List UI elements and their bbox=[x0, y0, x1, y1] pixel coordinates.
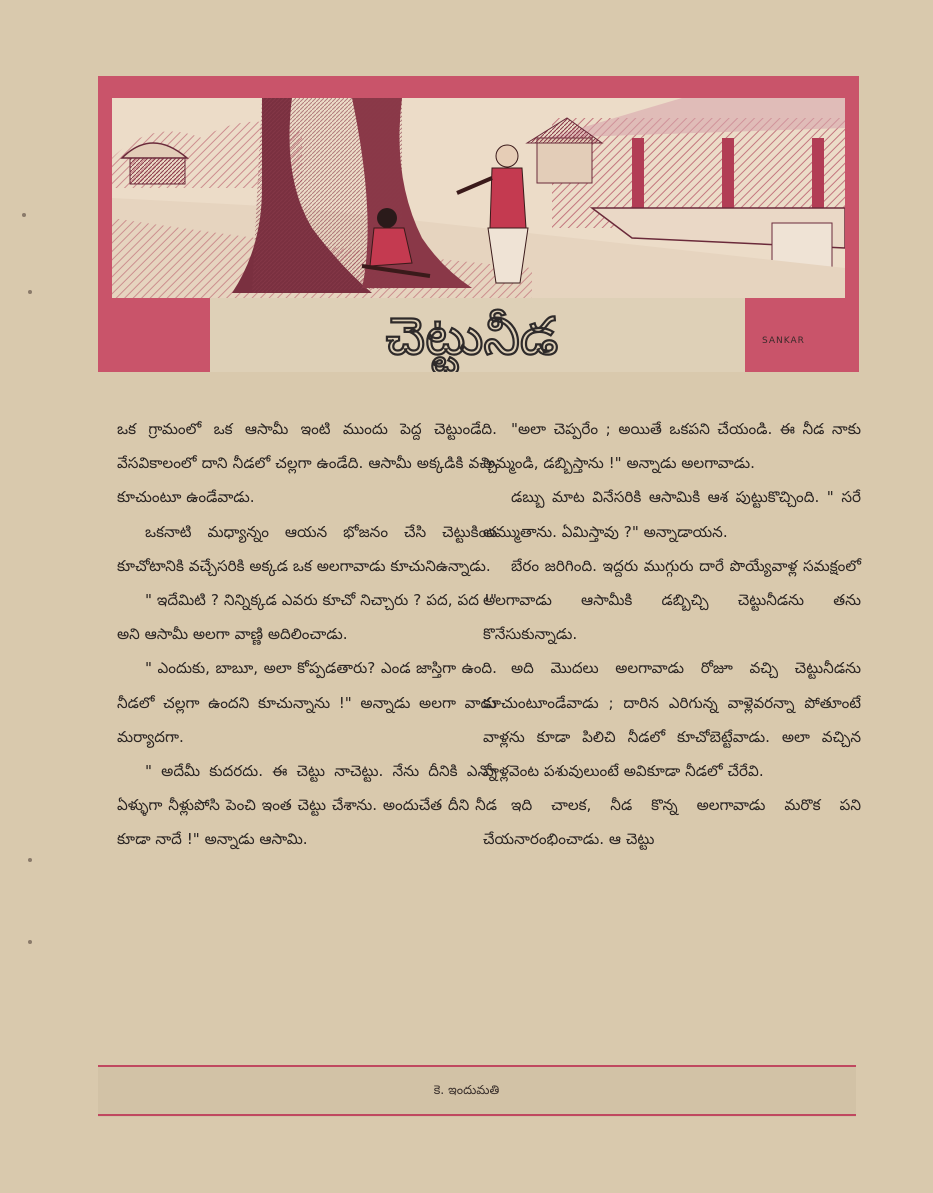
story-paragraph: " అదేమీ కుదరదు. ఈ చెట్టు నాచెట్టు. నేను దీనికి ఎన్నో ఏళ్ళుగా నీళ్లుపోసి పెంచి ఇంత చెట్టు చేశాను. అందుచేత దీని నీడ కూడా నాదే !" అన్నాడు ఆసామి. bbox=[117, 762, 497, 849]
binding-hole bbox=[28, 858, 32, 862]
story-title-lettering bbox=[210, 298, 745, 372]
story-paragraph: " ఎందుకు, బాబూ, అలా కోప్పడతారు? ఎండ జాస్తిగా ఉంది. నీడలో చల్లగా ఉందని కూచున్నాను !" అన్నాడు అలగా వాడు మర్యాదగా. bbox=[117, 659, 497, 746]
footer-rule-bottom bbox=[98, 1114, 856, 1116]
story-paragraph: ఇది చాలక, నీడ కొన్న అలగావాడు మరొక పని చేయనారంభించాడు. ఆ చెట్టు bbox=[483, 796, 861, 849]
story-paragraph: "అలా చెప్పరేం ; అయితే ఒకపని చేయండి. ఈ నీడ నాకు అమ్మండి, డబ్బిస్తాను !" అన్నాడు అలగావాడు. bbox=[483, 420, 861, 473]
right-text-column bbox=[483, 412, 861, 857]
story-title: చెట్టునీడ bbox=[385, 307, 559, 367]
story-paragraph: ఒక గ్రామంలో ఒక ఆసామీ ఇంటి ముందు పెద్ద చెట్టుండేది. వేసవికాలంలో దాని నీడలో చల్లగా ఉండేది. ఆసామీ అక్కడికి వచ్చి కూచుంటూ ఉండేవాడు. bbox=[117, 420, 497, 507]
village-scene-drawing bbox=[112, 98, 845, 298]
story-paragraph: ఒకనాటి మధ్యాన్నం ఆయన భోజనం చేసి చెట్టుకింద కూచోటానికి వచ్చేసరికి అక్కడ ఒక అలగావాడు కూచునిఉన్నాడు. bbox=[117, 522, 497, 575]
binding-hole bbox=[28, 290, 32, 294]
story-paragraph: డబ్బు మాట వినేసరికి ఆసామికి ఆశ పుట్టుకొచ్చింది. " సరే అమ్ముతాను. ఏమిస్తావు ?" అన్నాడాయన. bbox=[483, 488, 861, 541]
illustrator-signature: SANKAR bbox=[762, 336, 805, 346]
binding-hole bbox=[22, 213, 26, 217]
binding-hole bbox=[28, 940, 32, 944]
story-paragraph: " ఇదేమిటి ? నిన్నిక్కడ ఎవరు కూచో నిచ్చారు ? పద, పద !" అని ఆసామీ అలగా వాణ్ణి అదిలించాడు. bbox=[117, 591, 497, 644]
story-title-panel bbox=[210, 298, 745, 372]
story-paragraph: అది మొదలు అలగావాడు రోజూ వచ్చి చెట్టునీడను కూచుంటూండేవాడు ; దారిన ఎరిగున్న వాళ్లెవరన్నా పోతూంటే వాళ్లను కూడా పిలిచి నీడలో కూచోబెట్టేవాడు. అలా వచ్చిన వాళ్లవెంట పశువులుంటే అవికూడా నీడలో చేరేవి. bbox=[483, 659, 861, 781]
illustration-scene bbox=[112, 98, 845, 298]
footer-rule-top bbox=[98, 1065, 856, 1067]
author-name: కె. ఇందుమతి bbox=[433, 1082, 500, 1097]
story-paragraph: బేరం జరిగింది. ఇద్దరు ముగ్గురు దారే పొయ్యేవాళ్ల సమక్షంలో అలగావాడు ఆసామీకి డబ్బిచ్చి చెట్టునీడను తను కొనేసుకున్నాడు. bbox=[483, 556, 861, 644]
left-text-column bbox=[117, 412, 497, 857]
story-header-illustration bbox=[98, 76, 859, 372]
